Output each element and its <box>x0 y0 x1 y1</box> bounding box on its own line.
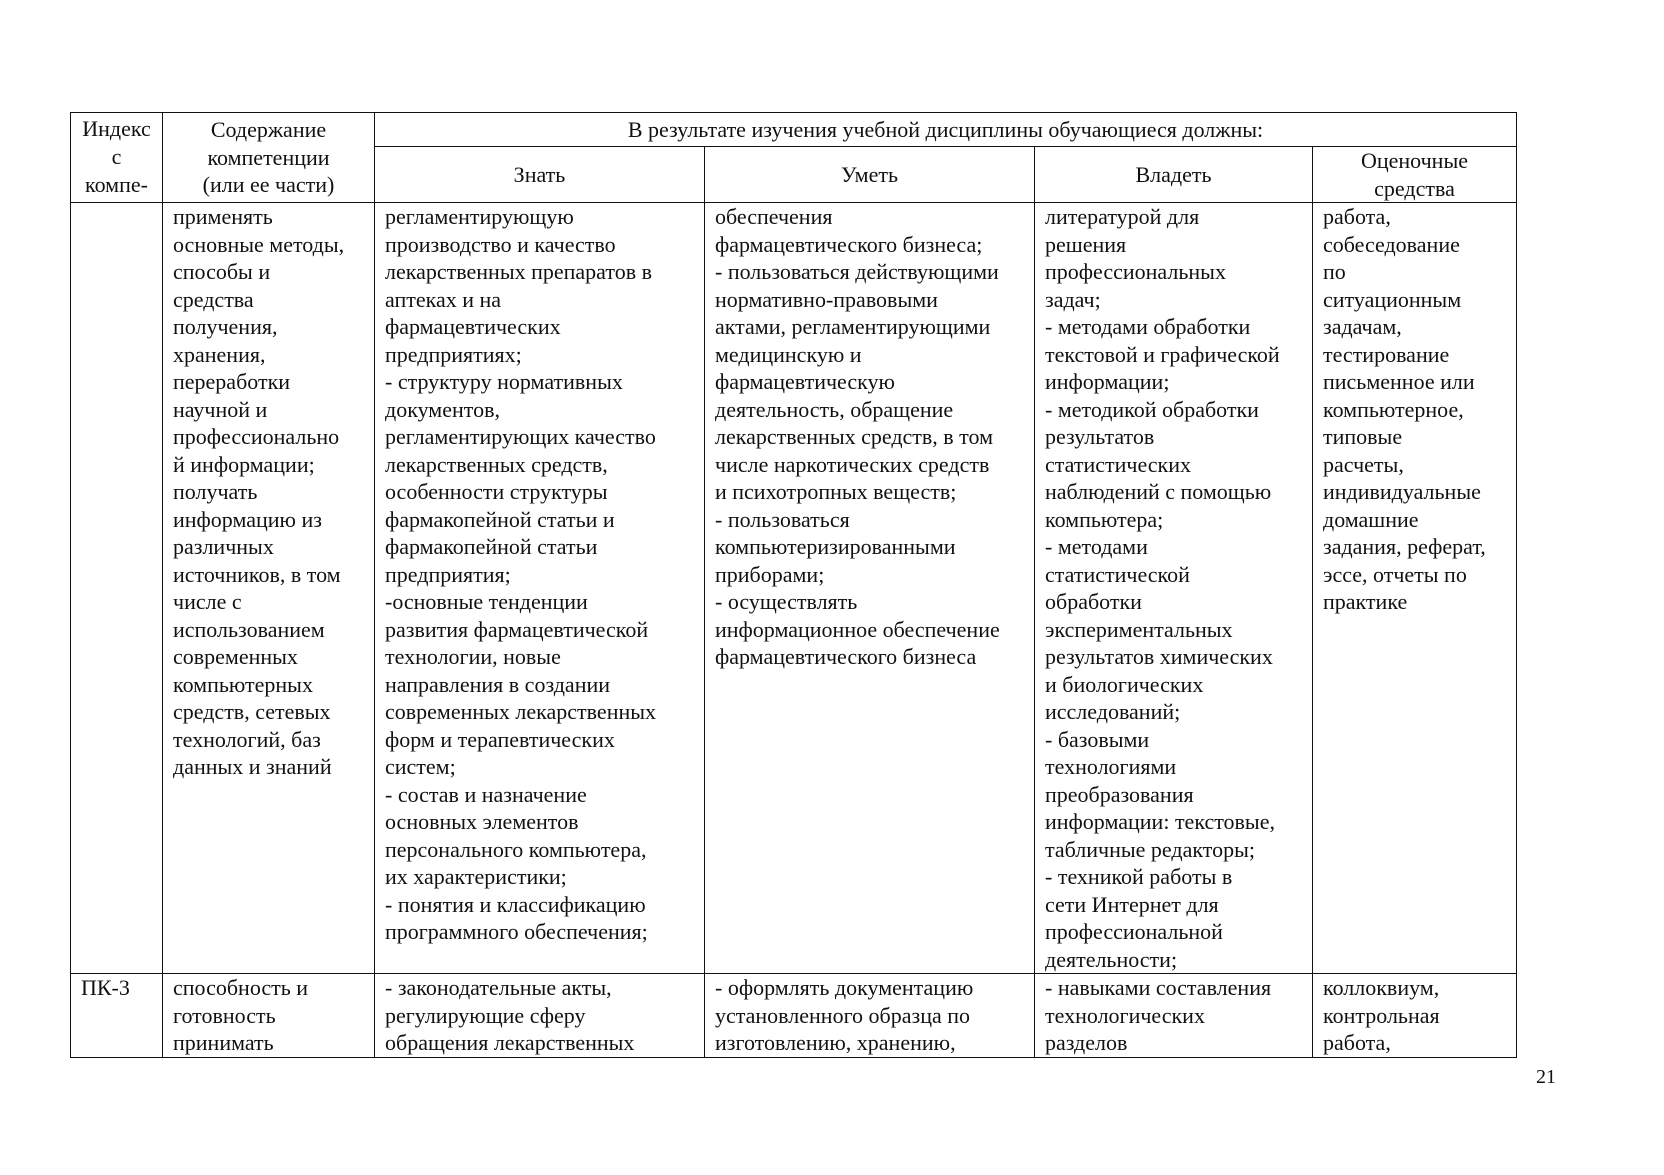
page-number: 21 <box>1536 1066 1556 1088</box>
header-content: Содержание компетенции (или ее части) <box>163 113 375 203</box>
header-group: В результате изучения учебной дисциплины обучающиеся должны: <box>375 113 1517 147</box>
header-assessment: Оценочные средства <box>1313 147 1517 203</box>
header-row-1 <box>71 113 1517 147</box>
table-row <box>71 974 1517 1058</box>
cell-index <box>71 203 163 974</box>
cell-know: регламентирующую производство и качество лекарственных препаратов в аптеках и на фармацевтических предприятиях; - структуру нормативных документов, регламентирующих качество лекарственных средств, особенности структуры фармакопейной статьи и фармакопейной статьи предприятия; -основные тенденции развития фармацевтической технологии, новые направления в создании современных лекарственных форм и терапевтических систем; - состав и назначение основных элементов персонального компьютера, их характеристики; - понятия и классификацию программного обеспечения; <box>375 203 705 974</box>
cell-know: - законодательные акты, регулирующие сферу обращения лекарственных <box>375 974 705 1058</box>
cell-own: литературой для решения профессиональных задач; - методами обработки текстовой и графической информации; - методикой обработки результатов статистических наблюдений с помощью компьютера; - методами статистической обработки экспериментальных результатов химических и биологических исследований; - базовыми технологиями преобразования информации: текстовые, табличные редакторы; - техникой работы в сети Интернет для профессиональной деятельности; <box>1035 203 1313 974</box>
competence-table <box>70 112 1517 1058</box>
cell-assessment: коллоквиум, контрольная работа, <box>1313 974 1517 1058</box>
cell-can: - оформлять документацию установленного образца по изготовлению, хранению, <box>705 974 1035 1058</box>
cell-content: применять основные методы, способы и средства получения, хранения, переработки научной и профессионально й информации; получать информацию из различных источников, в том числе с использованием современных компьютерных средств, сетевых технологий, баз данных и знаний <box>163 203 375 974</box>
cell-content: способность и готовность принимать <box>163 974 375 1058</box>
table-row <box>71 203 1517 974</box>
cell-can: обеспечения фармацевтического бизнеса; - пользоваться действующими нормативно-правовыми актами, регламентирующими медицинскую и фармацевтическую деятельность, обращение лекарственных средств, в том числе наркотических средств и психотропных веществ; - пользоваться компьютеризированными приборами; - осуществлять информационное обеспечение фармацевтического бизнеса <box>705 203 1035 974</box>
cell-index: ПК-3 <box>71 974 163 1058</box>
cell-assessment: работа, собеседование по ситуационным задачам, тестирование письменное или компьютерное, типовые расчеты, индивидуальные домашние задания, реферат, эссе, отчеты по практике <box>1313 203 1517 974</box>
header-know: Знать <box>375 147 705 203</box>
header-own: Владеть <box>1035 147 1313 203</box>
cell-own: - навыками составления технологических разделов <box>1035 974 1313 1058</box>
header-can: Уметь <box>705 147 1035 203</box>
header-index: Индекс с компе- <box>71 113 163 203</box>
